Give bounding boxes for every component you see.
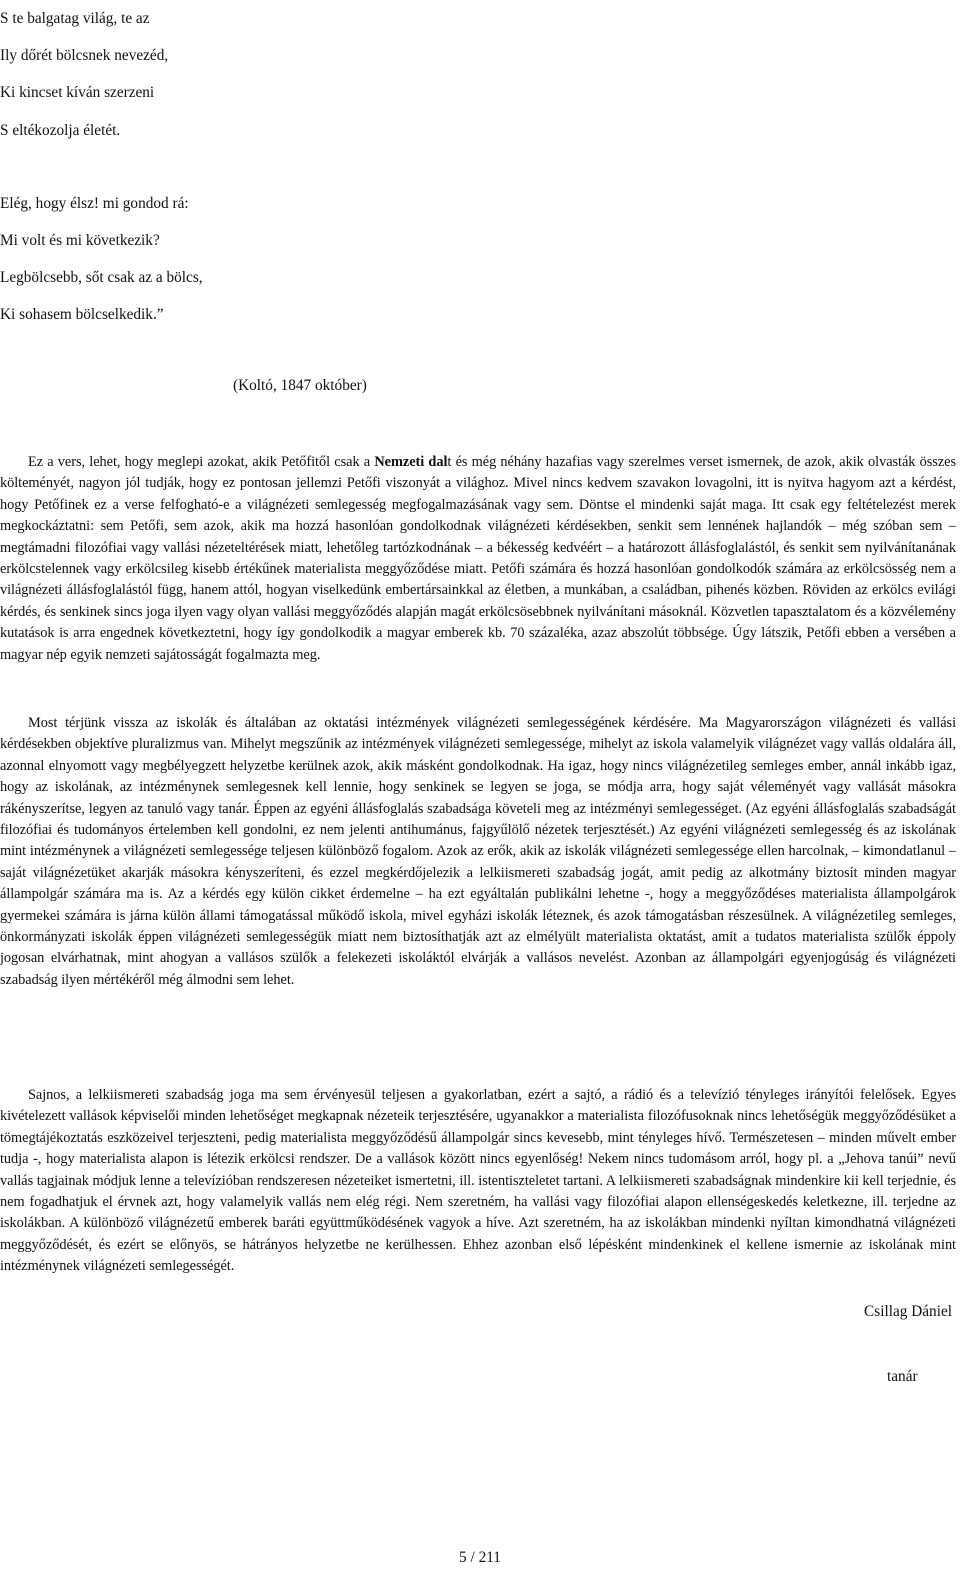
author-role: tanár — [887, 1368, 918, 1385]
poem-line: Mi volt és mi következik? — [0, 232, 160, 250]
poem-dateline: (Koltó, 1847 október) — [233, 377, 367, 394]
author-name: Csillag Dániel — [864, 1303, 952, 1320]
poem-line: Ily dőrét bölcsnek nevezéd, — [0, 47, 169, 65]
poem-line: S eltékozolja életét. — [0, 121, 121, 139]
page-number: 5 / 211 — [459, 1549, 501, 1566]
poem-title-reference: Nemzeti dal — [374, 454, 448, 470]
poem-line: Ki sohasem bölcselkedik.” — [0, 306, 164, 324]
poem-line: Elég, hogy élsz! mi gondod rá: — [0, 194, 189, 212]
paragraph-1 — [0, 452, 956, 666]
paragraph-1-text-b: t és még néhány hazafias vagy szerelmes verset ismernek, de azok, akik olvasták összes költeményét, nagyon jól tudják, hogy ez pontosan jellemzi Petőfi viszonyát a világhoz. Mivel nincs kedvem szavakon lovagolni, itt is nyitva hagyom azt a kérdést, hogy Petőfinek ez a verse felfogható-e a világnézeti semlegesség megfogalmazásának vagy sem. Döntse el mindenki saját maga. Itt csak egy feltételezést merek megkockáztatni: sem Petőfi, sem azok, akik ma hozzá hasonlóan gondolkodnak világnézeti kérdésekben, senkit sem lennének hajlandók – még szóban sem – megtámadni filozófiai vagy vallási nézeteltérések miatt, lehetőleg tartózkodnának – a békesség kedvéért – a határozott állásfoglalástól, és senkit sem nyilvánítanának erkölcstelennek vagy erkölcsileg kisebb értékűnek materialista meggyőződése miatt. Petőfi számára és hozzá hasonlóan gondolkodók számára az erkölcsösség nem a világnézeti állásfoglalástól függ, hanem attól, hogyan viselkedünk embertársainkkal az életben, a munkában, a családban, pihenés közben. Röviden az erkölcs evilági kérdés, és senkinek sincs joga ilyen vagy olyan vallási meggyőződés alapján magát erkölcsösebbnek nyilvánítani másoknál. Közvetlen tapasztalatom és a közvélemény kutatások is arra engednek következtetni, hogy így gondolkodik a magyar emberek kb. 70 százaléka, azaz abszolút többsége. Úgy látszik, Petőfi ebben a versében a magyar nép egyik nemzeti sajátosságát fogalmazta meg. — [0, 454, 956, 663]
poem-excerpt — [0, 0, 400, 334]
stanza-spacer — [0, 149, 400, 185]
paragraph-1-text-a: Ez a vers, lehet, hogy meglepi azokat, akik Petőfitől csak a — [28, 454, 375, 470]
poem-line: Ki kincset kíván szerzeni — [0, 84, 155, 102]
poem-line: Legbölcsebb, sőt csak az a bölcs, — [0, 269, 203, 287]
paragraph-2: Most térjünk vissza az iskolák és általában az oktatási intézmények világnézeti semlegességének kérdésére. Ma Magyarországon világnézeti és vallási kérdésekben objektíve pluralizmus van. Mihelyt megszűnik az intézmények világnézeti semlegessége, mihelyt az iskola valamelyik világnézet vagy vallás oldalára áll, azonnal elnyomott vagy megbélyegzett helyzetbe kerülnek azok, akik másként gondolkodnak. Ha igaz, hogy nincs világnézetileg semleges ember, annál inkább igaz, hogy az iskolának, az intézménynek semlegesnek kell lennie, hogy senkinek se legyen se joga, se módja arra, hogy saját véleményét vagy vallását másokra rákényszerítse, legyen az tanuló vagy tanár. Éppen az egyéni állásfoglalás szabadsága követeli meg az intézményi semlegességet. (Az egyéni állásfoglalás szabadságát filozófiai és tudományos értelemben kell gondolni, ez nem jelenti antihumánus, fajgyűlölő nézetek terjesztését.) Az egyéni világnézeti semlegesség és az iskolának mint intézménynek a világnézeti semlegessége teljesen különböző fogalom. Azok az erők, akik az iskolák világnézeti semlegessége ellen harcolnak, – kimondatlanul – saját világnézetüket akarják másokra kényszeríteni, és ezzel megkérdőjelezik a lelkiismereti szabadság jogát, amit pedig az alkotmány biztosít minden magyar állampolgár számára ma is. Az a kérdés egy külön cikket érdemelne – ha ezt egyáltalán publikálni lehetne -, hogy a meggyőződéses materialista állampolgárok gyermekei számára is járna külön állami támogatással működő iskola, mivel egyházi iskolák léteznek, és azok támogatásban részesülnek. A világnézetileg semleges, önkormányzati iskolák éppen világnézeti semlegességük miatt nem biztosíthatják azt az elmélyült materialista oktatást, amit a tudatos materialista szülők éppoly jogosan elvárhatnak, mint ahogyan a vallásos szülők a felekezeti iskoláktól elvárják a vallásos nevelést. Azonban az állampolgári egyenjogúság és világnézeti szabadság ilyen mértékéről még álmodni sem lehet. — [0, 715, 956, 988]
poem-line: S te balgatag világ, te az — [0, 10, 150, 27]
paragraph-3: Sajnos, a lelkiismereti szabadság joga ma sem érvényesül teljesen a gyakorlatban, ezért a sajtó, a rádió és a televízió tényleges irányítói felelősek. Egyes kivételezett vallások képviselői minden lehetőséget megkapnak nézeteik terjesztésére, ugyanakkor a materialista filozófusoknak nincs lehetőségük meggyőződésüket a tömegtájékoztatás eszközeivel terjeszteni, pedig materialista meggyőződésű állampolgár sincs kevesebb, mint tényleges hívő. Természetesen – minden művelt ember tudja -, hogy materialista alapon is létezik erkölcsi rendszer. De a vallások között nincs egyenlőség! Nekem nincs tudomásom arról, hogy pl. a „Jehova tanúi” nevű vallás tagjainak módjuk lenne a televízióban rendszeresen nézeteiket ismertetni, ill. istentiszteletet tartani. A lelkiismereti szabadságnak mindenkire kii kell terjednie, és nem fogadhatjuk el érvnek azt, hogy valamelyik vallás nem elég régi. Nem szeretném, ha vallási vagy filozófiai alapon ellenségeskedés keletkezne, ill. terjedne az iskolákban. A különböző világnézetű emberek baráti együttműködésének vagyok a híve. Azt szeretném, ha az iskolákban mindenki nyíltan kimondhatná világnézeti meggyőződését, és ezért se előnyös, se hátrányos helyzetbe ne kerülhessen. Ehhez azonban első lépésként mindenkinek el kellene ismernie az iskolának mint intézménynek világnézeti semlegességét. — [0, 1087, 956, 1275]
